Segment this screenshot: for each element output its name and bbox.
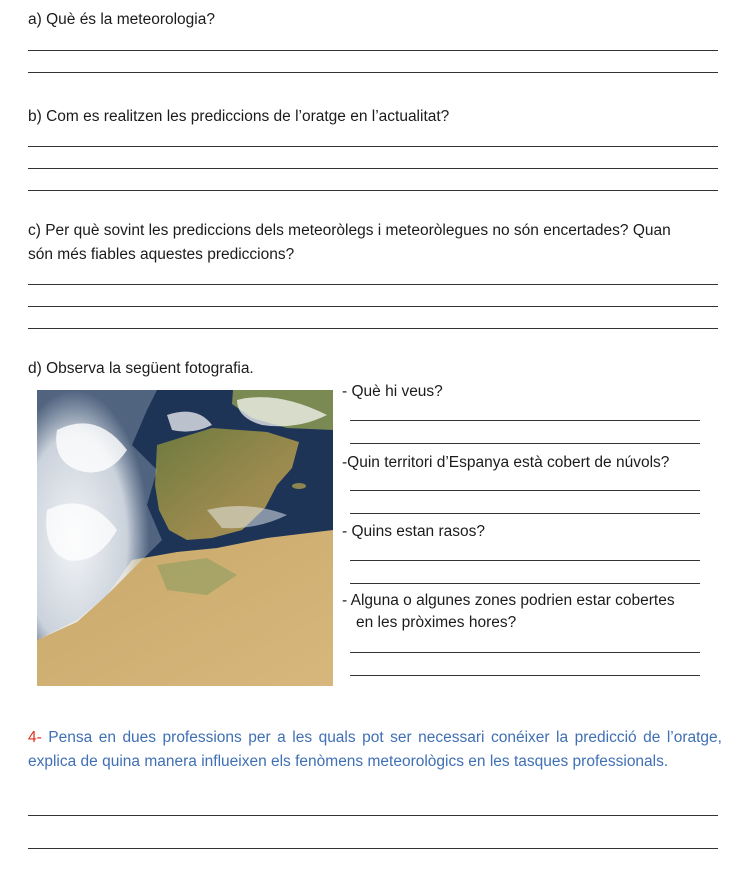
- answer-line[interactable]: [350, 652, 700, 653]
- answer-line[interactable]: [28, 146, 718, 147]
- answer-line[interactable]: [28, 306, 718, 307]
- answer-line[interactable]: [350, 560, 700, 561]
- question-d: d) Observa la següent fotografia.: [28, 360, 254, 377]
- answer-line[interactable]: [28, 168, 718, 169]
- subq-future-clouds-line2: en les pròximes hores?: [356, 614, 517, 631]
- answer-line[interactable]: [28, 72, 718, 73]
- answer-line[interactable]: [350, 490, 700, 491]
- question-4-number: 4-: [28, 729, 42, 746]
- answer-line[interactable]: [28, 328, 718, 329]
- question-a: a) Què és la meteorologia?: [28, 11, 215, 28]
- subq-clear-territory: - Quins estan rasos?: [342, 523, 486, 540]
- question-c-line2: són més fiables aquestes prediccions?: [28, 246, 295, 263]
- answer-line[interactable]: [350, 420, 700, 421]
- question-4: [28, 726, 722, 774]
- answer-line[interactable]: [350, 583, 700, 584]
- answer-line[interactable]: [350, 675, 700, 676]
- answer-line[interactable]: [28, 190, 718, 191]
- balearic-islands: [292, 483, 306, 489]
- subq-what-see: - Què hi veus?: [342, 383, 443, 400]
- answer-line[interactable]: [28, 848, 718, 849]
- question-4-text: Pensa en dues professions per a les quals pot ser necessari conéixer la predicció de l’oratge, explica de quina manera influeixen els fenòmens meteorològics en les tasques professionals.: [28, 729, 722, 770]
- question-b: b) Com es realitzen les prediccions de l’oratge en l’actualitat?: [28, 108, 450, 125]
- answer-line[interactable]: [350, 443, 700, 444]
- answer-line[interactable]: [350, 513, 700, 514]
- satellite-photo: [37, 390, 333, 686]
- answer-line[interactable]: [28, 815, 718, 816]
- subq-future-clouds-line1: - Alguna o algunes zones podrien estar cobertes: [342, 592, 675, 609]
- question-c-line1: c) Per què sovint les prediccions dels meteoròlegs i meteoròlegues no són encertades? Quan: [28, 222, 671, 239]
- answer-line[interactable]: [28, 284, 718, 285]
- answer-line[interactable]: [28, 50, 718, 51]
- subq-cloudy-territory: -Quin territori d’Espanya està cobert de núvols?: [342, 454, 670, 471]
